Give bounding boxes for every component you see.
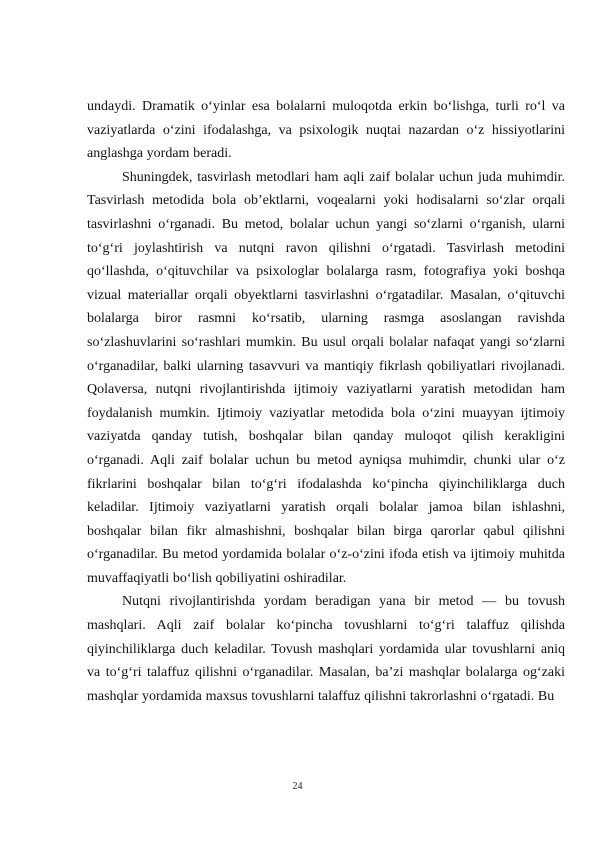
page-number: 24 (292, 781, 303, 792)
paragraph-tasvirlash-metodlari: Shuningdek, tasvirlash metodlari ham aqli zaif bolalar uchun juda muhimdir. Tasvirlash metodida bola ob’ektlarni, voqealarni yoki hodisalarni so‘zlar orqali tasvirlashni o‘rganadi. Bu metod, bolalar uchun yangi so‘zlarni o‘rganish, ularni to‘g‘ri joylashtirish va nutqni ravon qilishni o‘rgatadi. Tasvirlash metodini qo‘llashda, o‘qituvchilar va psixologlar bolalarga rasm, fotografiya yoki boshqa vizual materiallar orqali obyektlarni tasvirlashni o‘rgatadilar. Masalan, o‘qituvchi bolalarga biror rasmni ko‘rsatib, ularning rasmga asoslangan ravishda so‘zlashuvlarini so‘rashlari mumkin. Bu usul orqali bolalar nafaqat yangi so‘zlarni o‘rganadilar, balki ularning tasavvuri va mantiqiy fikrlash qobiliyatlari rivojlanadi. Qolaversa, nutqni rivojlantirishda ijtimoiy vaziyatlarni yaratish metodidan ham foydalanish mumkin. Ijtimoiy vaziyatlar metodida bola o‘zini muayyan ijtimoiy vaziyatda qanday tutish, boshqalar bilan qanday muloqot qilish kerakligini o‘rganadi. Aqli zaif bolalar uchun bu metod ayniqsa muhimdir, chunki ular o‘z fikrlarini boshqalar bilan to‘g‘ri ifodalashda ko‘pincha qiyinchiliklarga duch keladilar. Ijtimoiy vaziyatlarni yaratish orqali bolalar jamoa bilan ishlashni, boshqalar bilan fikr almashishni, boshqalar bilan birga qarorlar qabul qilishni o‘rganadilar. Bu metod yordamida bolalar o‘z-o‘zini ifoda etish va ijtimoiy muhitda muvaffaqiyatli bo‘lish qobiliyatini oshiradilar. (87, 169, 565, 586)
paragraph-tovush-mashqlari: Nutqni rivojlantirishda yordam beradigan yana bir metod — bu tovush mashqlari. Aqli zaif bolalar ko‘pincha tovushlarni to‘g‘ri talaffuz qilishda qiyinchiliklarga duch keladilar. Tovush mashqlari yordamida ular tovushlarni aniq va to‘g‘ri talaffuz qilishni o‘rganadilar. Masalan, ba’zi mashqlar bolalarga og‘zaki mashqlar yordamida maxsus tovushlarni talaffuz qilishni takrorlashni o‘rgatadi. Bu (87, 594, 565, 704)
body-text (87, 95, 565, 708)
paragraph-continuation: undaydi. Dramatik o‘yinlar esa bolalarni muloqotda erkin bo‘lishga, turli ro‘l va vaziyatlarda o‘zini ifodalashga, va psixologik nuqtai nazardan o‘z hissiyotlarini anglashga yordam beradi. (87, 99, 565, 162)
